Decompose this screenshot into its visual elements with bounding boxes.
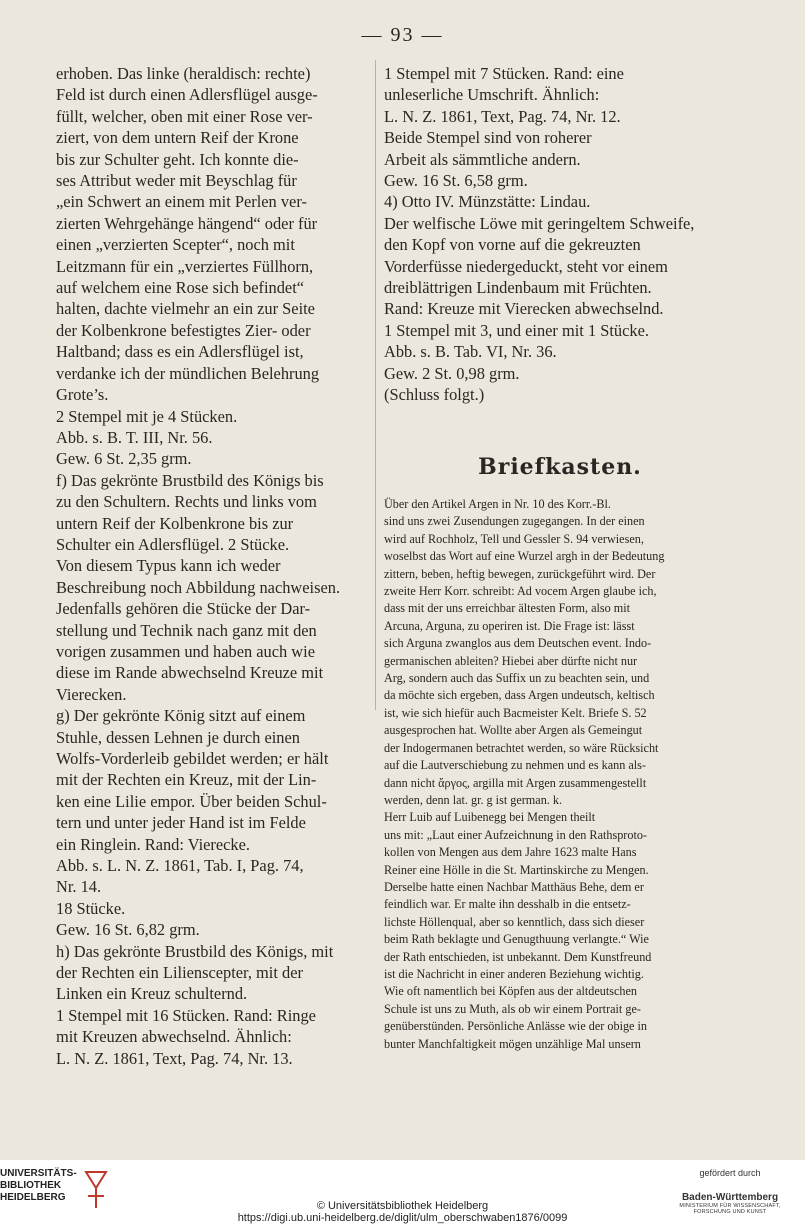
text-line: der Rechten ein Lilienscepter, mit der — [56, 963, 303, 983]
text-line: unleserliche Umschrift. Ähnlich: — [384, 85, 600, 105]
text-line: 1 Stempel mit 7 Stücken. Rand: eine — [384, 64, 624, 83]
text-line: ziert, von dem untern Reif der Krone — [56, 128, 299, 148]
text-line: lichste Höllenqual, aber so kenntlich, dass sich dieser — [384, 914, 645, 929]
text-line: Reiner eine Hölle in die St. Martinskirche zu Mengen. — [384, 862, 649, 877]
text-line: Herr Luib auf Luibenegg bei Mengen theilt — [384, 810, 596, 825]
text-line: (Schluss folgt.) — [384, 385, 485, 405]
text-line: genüberstünden. Persönliche Anlässe wie der obige in — [384, 1019, 647, 1034]
text-line: Haltband; dass es ein Adlersflügel ist, — [56, 342, 304, 362]
text-line: L. N. Z. 1861, Text, Pag. 74, Nr. 12. — [384, 106, 621, 126]
text-line: dreiblättrigen Lindenbaum mit Früchten. — [384, 278, 652, 298]
text-line: Feld ist durch einen Adlersflügel ausge- — [56, 85, 318, 105]
text-line: 1 Stempel mit 16 Stücken. Rand: Ringe — [56, 1005, 316, 1025]
text-line: Schule ist uns zu Muth, als ob wir einem Portrait ge- — [384, 1001, 641, 1016]
text-line: Arcuna, Arguna, zu operiren ist. Die Frage ist: lässt — [384, 618, 635, 633]
text-line: Rand: Kreuze mit Vierecken abwechselnd. — [384, 299, 664, 319]
text-line: halten, dachte vielmehr an ein zur Seite — [56, 299, 315, 319]
text-line: untern Reif der Kolbenkrone bis zur — [56, 513, 294, 533]
text-line: tern und unter jeder Hand ist im Felde — [56, 813, 306, 833]
text-line: sind uns zwei Zusendungen zugegangen. In der einen — [384, 514, 645, 529]
text-line: woselbst das Wort auf eine Wurzel argh in der Bedeutung — [384, 549, 665, 564]
text-line: zu den Schultern. Rechts und links vom — [56, 492, 317, 512]
text-line: Vierecken. — [56, 684, 127, 704]
text-line: Arg, sondern auch das Suffix un zu beachten sein, und — [384, 671, 650, 686]
text-line: füllt, welcher, oben mit einer Rose ver- — [56, 106, 313, 126]
text-line: zweite Herr Korr. schreibt: Ad vocem Argen glaube ich, — [384, 584, 657, 599]
text-line: den Kopf von vorne auf die gekreuzten — [384, 235, 641, 255]
text-line: dann nicht ἄργος, argilla mit Argen zusammengestellt — [384, 775, 647, 790]
column-divider — [375, 60, 376, 710]
library-name-line: HEIDELBERG — [0, 1192, 66, 1203]
text-line: Jedenfalls gehören die Stücke der Dar- — [56, 599, 311, 619]
section-heading: Briefkasten. — [478, 454, 642, 480]
text-line: sich Arguna zwanglos aus dem Deutschen event. Indo- — [384, 636, 652, 651]
text-line: Der welfische Löwe mit geringeltem Schweife, — [384, 213, 695, 233]
footer — [0, 1160, 805, 1225]
text-line: der Rath entschieden, ist unbekannt. Dem Kunstfreund — [384, 949, 652, 964]
text-line: Grote’s. — [56, 385, 109, 405]
copyright: © Universitätsbibliothek Heidelberg — [316, 1200, 489, 1212]
library-name-line: UNIVERSITÄTS- — [0, 1168, 77, 1179]
text-line: ken eine Lilie empor. Über beiden Schul- — [56, 791, 327, 811]
text-line: g) Der gekrönte König sitzt auf einem — [56, 706, 306, 726]
ministry-name: MINISTERIUM FÜR WISSENSCHAFT, FORSCHUNG UND KUNST — [679, 1203, 781, 1215]
text-line: werden, denn lat. gr. g ist german. k. — [384, 792, 563, 807]
text-line: Arbeit als sämmtliche andern. — [384, 149, 581, 169]
letter-column — [384, 496, 736, 1053]
text-line: Gew. 16 St. 6,82 grm. — [56, 920, 200, 940]
page-number: — 93 — — [361, 24, 444, 46]
text-line: stellung und Technik nach ganz mit den — [56, 620, 317, 640]
text-line: Wie oft namentlich bei Köpfen aus der altdeutschen — [384, 984, 637, 999]
text-line: der Indogermanen betrachtet werden, so wäre Rücksicht — [384, 740, 659, 755]
funding-logo — [665, 1168, 795, 1215]
text-line: ausgesprochen hat. Wollte aber Argen als Gemeingut — [384, 723, 643, 738]
state-name: Baden-Württemberg — [681, 1192, 779, 1203]
text-line: 1 Stempel mit 3, und einer mit 1 Stücke. — [384, 320, 649, 340]
text-line: verdanke ich der mündlichen Belehrung — [56, 363, 320, 383]
text-line: 4) Otto IV. Münzstätte: Lindau. — [384, 192, 591, 212]
left-column — [56, 63, 361, 1069]
text-line: Gew. 2 St. 0,98 grm. — [384, 363, 520, 383]
text-line: 18 Stücke. — [56, 898, 126, 918]
text-line: feindlich war. Er malte ihn desshalb in die entsetz- — [384, 897, 631, 912]
text-line: Beide Stempel sind von roherer — [384, 128, 592, 148]
text-line: zittern, beben, heftig bewegen, zurückgeführt wird. Der — [384, 566, 656, 581]
text-line: Nr. 14. — [56, 877, 102, 897]
text-line: ses Attribut weder mit Beyschlag für — [56, 171, 297, 191]
text-line: ein Ringlein. Rand: Vierecke. — [56, 834, 250, 854]
text-line: mit Kreuzen abwechselnd. Ähnlich: — [56, 1027, 292, 1047]
text-line: Schulter ein Adlersflügel. 2 Stücke. — [56, 534, 290, 554]
text-line: dass mit der uns erreichbar ältesten Form, also mit — [384, 601, 631, 616]
text-line: Über den Artikel Argen in Nr. 10 des Korr.-Bl. — [384, 497, 611, 511]
text-line: bis zur Schulter geht. Ich konnte die- — [56, 149, 299, 169]
text-line: Linken ein Kreuz schulternd. — [56, 984, 248, 1004]
text-line: L. N. Z. 1861, Text, Pag. 74, Nr. 13. — [56, 1048, 293, 1068]
text-line: ist die Nachricht in einer anderen Beziehung wichtig. — [384, 966, 644, 981]
text-line: auf welchem eine Rose sich befindet“ — [56, 278, 305, 298]
text-line: Von diesem Typus kann ich weder — [56, 556, 281, 576]
text-line: einen „verzierten Scepter“, noch mit — [56, 235, 295, 255]
text-line: der Kolbenkrone befestigtes Zier- oder — [56, 320, 311, 340]
text-line: diese im Rande abwechselnd Kreuze mit — [56, 663, 324, 683]
text-line: da möchte sich ergeben, dass Argen undeutsch, keltisch — [384, 688, 655, 703]
right-column — [384, 63, 736, 406]
text-line: ist, wie sich hiefür auch Bacmeister Kelt. Briefe S. 52 — [384, 705, 647, 720]
library-name-line: BIBLIOTHEK — [0, 1180, 62, 1191]
text-line: bunter Manchfaltigkeit mögen unzählige Mal unsern — [384, 1036, 641, 1051]
text-line: uns mit: „Laut einer Aufzeichnung in den Rathsproto- — [384, 827, 647, 842]
text-line: h) Das gekrönte Brustbild des Königs, mit — [56, 941, 334, 961]
source-url[interactable]: https://digi.ub.uni-heidelberg.de/diglit/ulm_oberschwaben1876/0099 — [237, 1212, 568, 1224]
text-line: wird auf Rochholz, Tell und Gessler S. 94 verwiesen, — [384, 531, 644, 546]
text-line: mit der Rechten ein Kreuz, mit der Lin- — [56, 770, 317, 790]
text-line: „ein Schwert an einem mit Perlen ver- — [56, 192, 307, 212]
text-line: Beschreibung noch Abbildung nachweisen. — [56, 577, 341, 597]
text-line: vorigen zusammen und haben auch wie — [56, 641, 315, 661]
text-line: beim Rath beklagte und Genugthuung verlangte.“ Wie — [384, 932, 649, 947]
text-line: Gew. 6 St. 2,35 grm. — [56, 449, 192, 469]
text-line: Abb. s. B. T. III, Nr. 56. — [56, 427, 213, 447]
text-line: zierten Wehrgehänge hängend“ oder für — [56, 213, 318, 233]
text-line: Gew. 16 St. 6,58 grm. — [384, 171, 528, 191]
library-logo — [0, 1168, 77, 1204]
text-line: 2 Stempel mit je 4 Stücken. — [56, 406, 238, 426]
text-line: Vorderfüsse niedergeduckt, steht vor einem — [384, 256, 668, 276]
text-line: Abb. s. L. N. Z. 1861, Tab. I, Pag. 74, — [56, 856, 304, 876]
text-line: auf die Lautverschiebung zu nehmen und es kann als- — [384, 758, 646, 773]
text-line: erhoben. Das linke (heraldisch: rechte) — [56, 64, 311, 83]
text-line: kollen von Mengen aus dem Jahre 1623 malte Hans — [384, 845, 637, 860]
text-line: Abb. s. B. Tab. VI, Nr. 36. — [384, 342, 557, 362]
text-line: Derselbe hatte einen Nachbar Matthäus Behe, dem er — [384, 879, 644, 894]
text-line: Wolfs-Vorderleib gebildet werden; er hält — [56, 749, 329, 768]
text-line: Stuhle, dessen Lehnen je durch einen — [56, 727, 300, 747]
text-line: germanischen ableiten? Hiebei aber dürfte nicht nur — [384, 653, 638, 668]
text-line: f) Das gekrönte Brustbild des Königs bis — [56, 470, 324, 490]
text-line: Leitzmann für ein „verziertes Füllhorn, — [56, 256, 314, 276]
funded-by: gefördert durch — [699, 1168, 761, 1178]
